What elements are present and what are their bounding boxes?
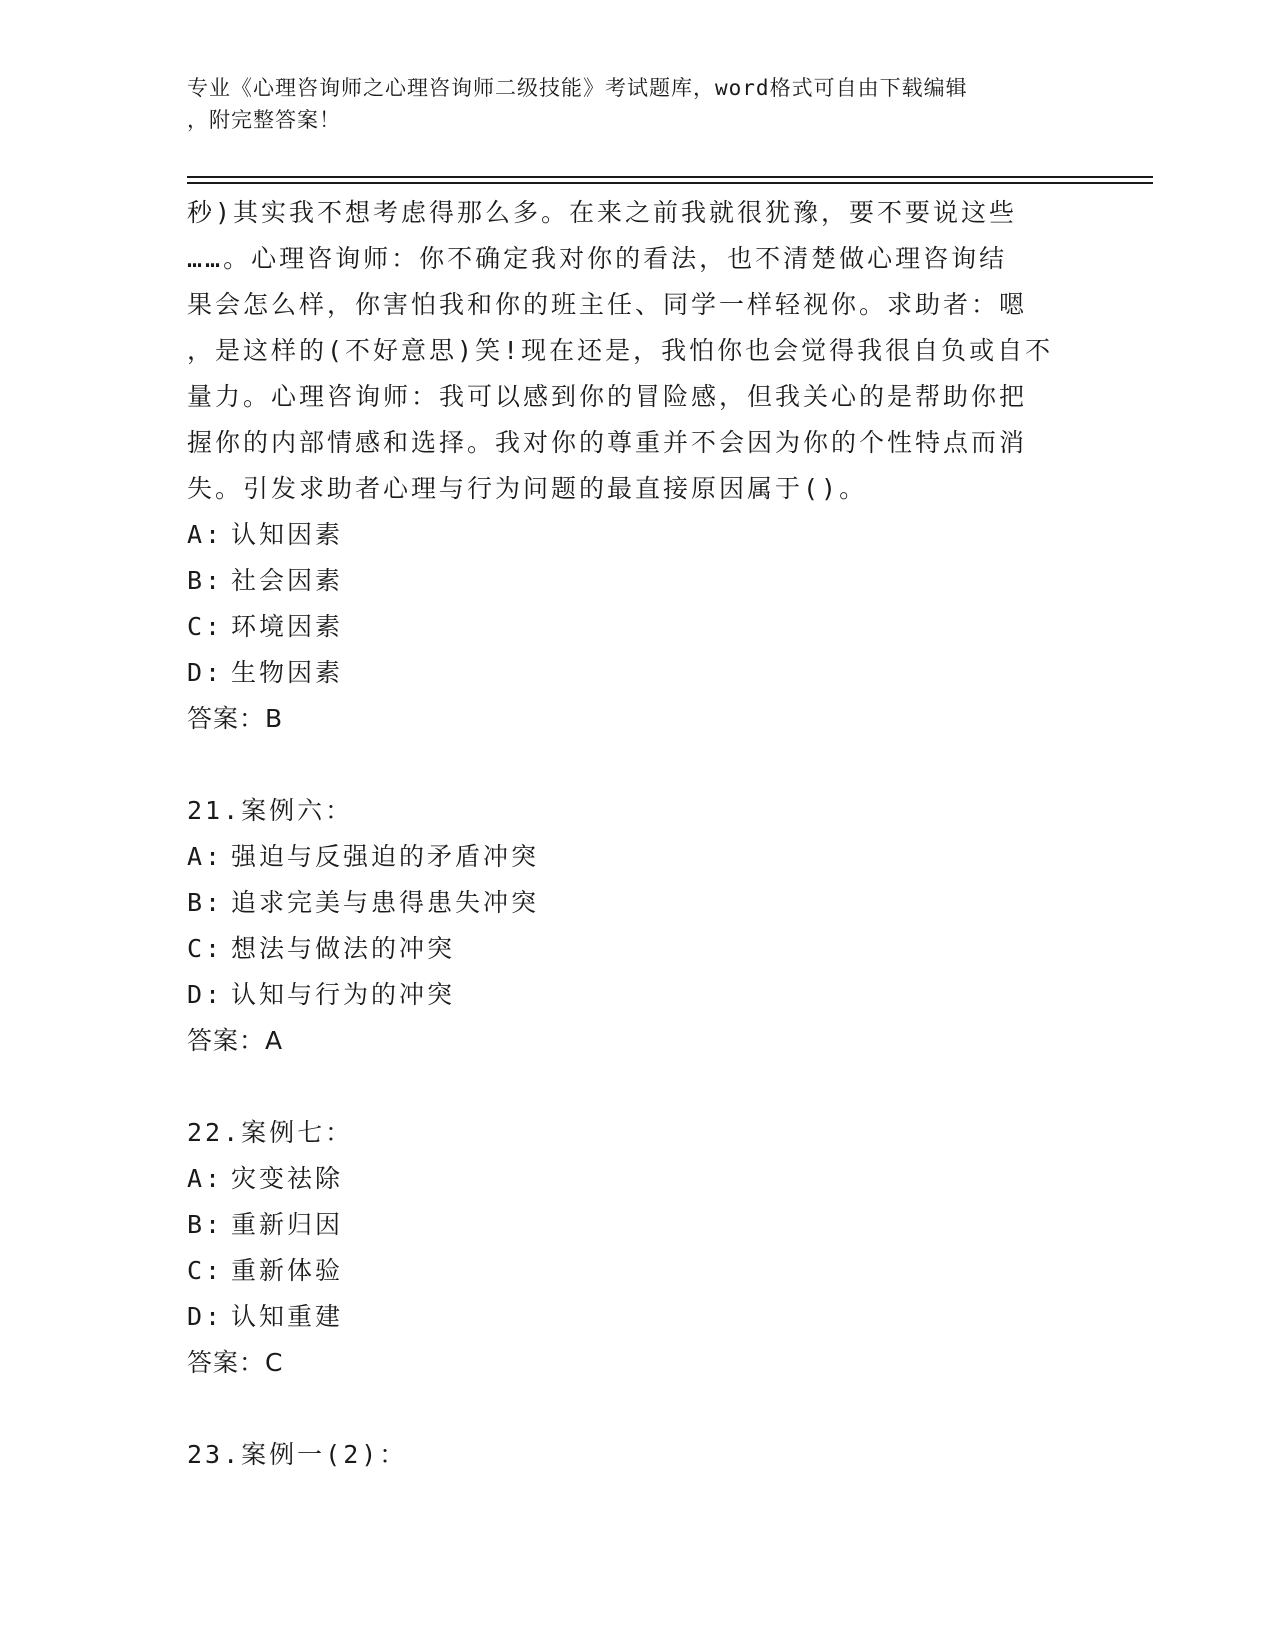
question-stem: 23.案例一(2)： [187, 1440, 408, 1469]
option-text: 重新归因 [231, 1210, 344, 1239]
option-letter: A: [187, 520, 224, 549]
question-20 [187, 190, 1087, 742]
option-letter: B: [187, 566, 224, 595]
question-stem-line: ，是这样的(不好意思)笑!现在还是，我怕你也会觉得我很自负或自不 [187, 336, 1054, 365]
question-stem-line: ……。心理咨询师：你不确定我对你的看法，也不清楚做心理咨询结 [187, 244, 1008, 273]
question-stem-line: 量力。心理咨询师：我可以感到你的冒险感，但我关心的是帮助你把 [187, 382, 1028, 411]
option-letter: A: [187, 1164, 224, 1193]
header-title-line-2: ，附完整答案！ [187, 108, 341, 132]
option-text: 重新体验 [231, 1256, 344, 1285]
option-letter: D: [187, 980, 224, 1009]
answer-line: 答案：B [187, 704, 284, 733]
option-a [187, 834, 1087, 880]
option-text: 环境因素 [231, 612, 344, 641]
document-header [187, 72, 1067, 136]
option-letter: B: [187, 1210, 224, 1239]
option-d [187, 1294, 1087, 1340]
header-rule-top [187, 176, 1153, 178]
option-text: 认知重建 [231, 1302, 344, 1331]
spacer [187, 742, 1087, 788]
option-d [187, 650, 1087, 696]
option-d [187, 972, 1087, 1018]
question-22 [187, 1110, 1087, 1386]
question-23 [187, 1432, 1087, 1478]
question-21 [187, 788, 1087, 1064]
option-b [187, 1202, 1087, 1248]
option-letter: C: [187, 612, 224, 641]
question-stem-line: 果会怎么样，你害怕我和你的班主任、同学一样轻视你。求助者：嗯 [187, 290, 1028, 319]
option-text: 灾变祛除 [231, 1164, 344, 1193]
header-rule-bottom [187, 182, 1153, 184]
option-text: 认知因素 [231, 520, 344, 549]
question-stem: 21.案例六： [187, 796, 354, 825]
option-letter: B: [187, 888, 224, 917]
option-letter: C: [187, 1256, 224, 1285]
option-c [187, 926, 1087, 972]
option-c [187, 604, 1087, 650]
question-stem: 22.案例七： [187, 1118, 354, 1147]
answer-line: 答案：A [187, 1026, 284, 1055]
spacer [187, 1386, 1087, 1432]
spacer [187, 1064, 1087, 1110]
option-a [187, 1156, 1087, 1202]
option-text: 追求完美与患得患失冲突 [231, 888, 540, 917]
option-text: 社会因素 [231, 566, 344, 595]
question-stem-line: 握你的内部情感和选择。我对你的尊重并不会因为你的个性特点而消 [187, 428, 1028, 457]
question-content [187, 190, 1087, 1478]
question-stem-line: 秒)其实我不想考虑得那么多。在来之前我就很犹豫，要不要说这些 [187, 198, 1018, 227]
option-b [187, 558, 1087, 604]
option-text: 生物因素 [231, 658, 344, 687]
option-a [187, 512, 1087, 558]
option-b [187, 880, 1087, 926]
option-letter: D: [187, 1302, 224, 1331]
option-text: 强迫与反强迫的矛盾冲突 [231, 842, 540, 871]
option-text: 想法与做法的冲突 [231, 934, 456, 963]
answer-line: 答案：C [187, 1348, 284, 1377]
question-stem-line: 失。引发求助者心理与行为问题的最直接原因属于()。 [187, 474, 868, 503]
header-title-line-1: 专业《心理咨询师之心理咨询师二级技能》考试题库，word格式可自由下载编辑 [187, 76, 968, 100]
option-letter: D: [187, 658, 224, 687]
option-letter: A: [187, 842, 224, 871]
option-c [187, 1248, 1087, 1294]
option-letter: C: [187, 934, 224, 963]
option-text: 认知与行为的冲突 [231, 980, 456, 1009]
